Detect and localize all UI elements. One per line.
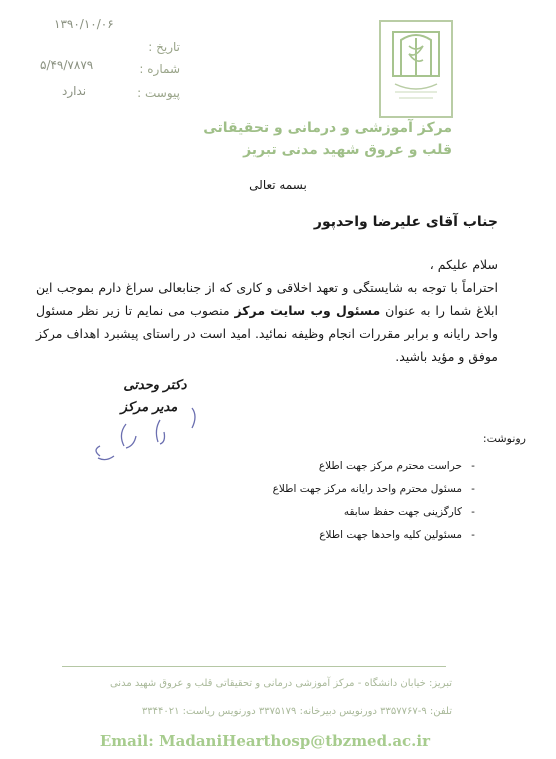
org-name-line2: قلب و عروق شهید مدنی تبریز [243, 142, 452, 158]
letter-title: بسمه تعالی [249, 178, 307, 192]
signature-name: دکتر وحدتی [123, 378, 187, 393]
cc-list [224, 454, 484, 546]
signature-position: مدیر مرکز [120, 400, 178, 415]
university-emblem-icon [379, 20, 453, 118]
date-row [40, 40, 180, 54]
attachment-value: ندارد [62, 84, 87, 98]
body-part-1: احتراماً با توجه به شایستگی و تعهد اخلاقی و کاری که از جنابعالی سراغ دارم بموجب این ابلاغ شما را به عنوان [36, 280, 498, 318]
footer-email[interactable]: Email: MadaniHearthosp@tbzmed.ac.ir [99, 732, 430, 750]
emblem-graphic [381, 22, 451, 116]
cc-item [224, 477, 484, 500]
footer-phones: تلفن: ۹-۳۳۵۷۷۶۷ دورنویس دبیرخانه: ۳۳۷۵۱۷۹ دورنویس ریاست: ۳۳۴۴۰۲۱ [141, 706, 452, 717]
addressee: جناب آقای علیرضا واحدپور [313, 214, 498, 230]
cc-item-text: کارگزینی جهت حفظ سابقه [343, 505, 462, 518]
date-label: تاریخ : [148, 40, 180, 54]
footer-address: تبریز: خیابان دانشگاه - مرکز آموزشی درمانی و تحقیقاتی قلب و عروق شهید مدنی [109, 678, 452, 689]
list-dash: - [471, 482, 475, 495]
handwritten-signature [88, 406, 208, 466]
cc-item [224, 523, 484, 546]
list-dash: - [471, 505, 475, 518]
list-dash: - [471, 528, 475, 541]
footer-divider [62, 666, 446, 667]
cc-item-text: حراست محترم مرکز جهت اطلاع [318, 459, 462, 472]
org-name-line1: مرکز آموزشی و درمانی و تحقیقاتی [203, 120, 452, 136]
cc-item [224, 500, 484, 523]
cc-item-text: مسئولین کلیه واحدها جهت اطلاع [319, 528, 462, 541]
date-value: ۱۳۹۰/۱۰/۰۶ [54, 17, 114, 31]
greeting: سلام علیکم ، [429, 257, 498, 272]
attachment-row [40, 86, 180, 100]
body-bold-role: مسئول وب سایت مرکز [234, 303, 381, 318]
list-dash: - [471, 459, 475, 472]
attachment-label: پیوست : [137, 86, 180, 100]
cc-item-text: مسئول محترم واحد رایانه مرکز جهت اطلاع [272, 482, 462, 495]
cc-label: رونوشت: [482, 432, 526, 445]
letter-body [36, 276, 498, 368]
cc-item [224, 454, 484, 477]
number-label: شماره : [139, 62, 180, 76]
number-value: ۵/۴۹/۷۸۷۹ [40, 58, 94, 72]
body-part-2: منصوب می نمایم تا زیر نظر مسئول واحد رایانه و برابر مقررات انجام وظیفه نمائید. امید است در راستای پیشبرد اهداف مرکز موفق و مؤید باشید. [36, 303, 498, 364]
